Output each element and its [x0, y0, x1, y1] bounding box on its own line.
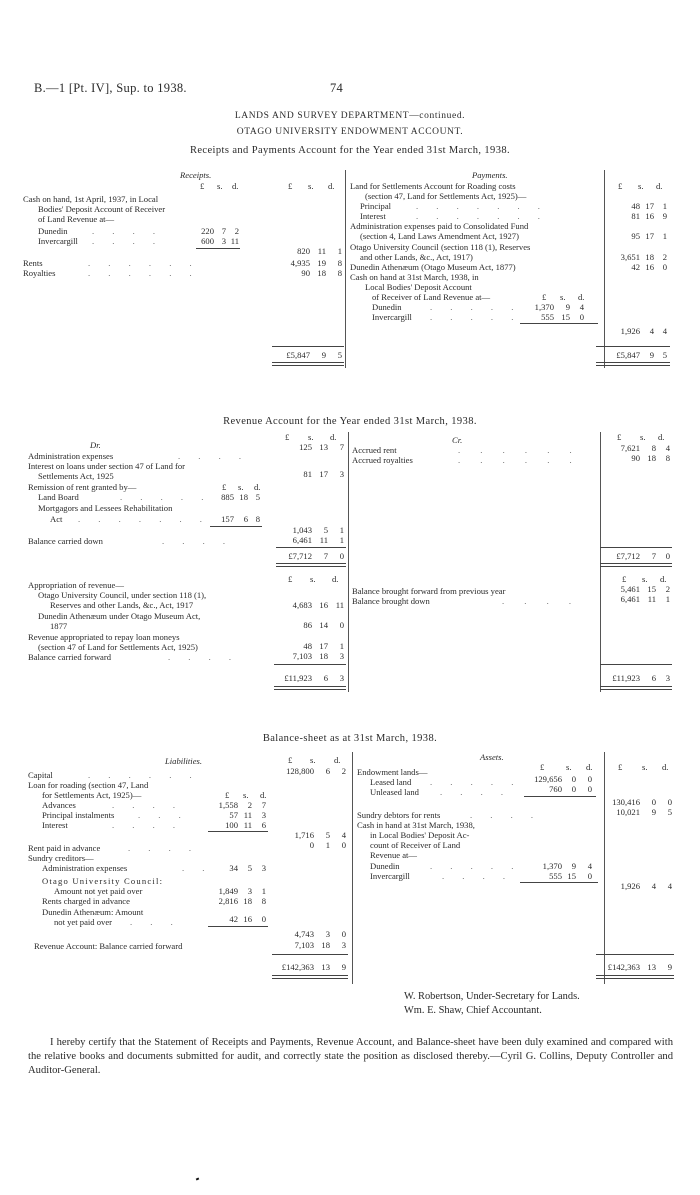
- revenue-account-title: Revenue Account for the Year ended 31st March, 1938.: [223, 416, 477, 427]
- receipts-cash-total-pence: 1: [337, 246, 342, 256]
- bs-council-shillings: 3: [247, 886, 252, 896]
- bs-admin-pounds: 34: [229, 863, 238, 873]
- assets-heading: Assets.: [480, 752, 504, 762]
- revenue-repay-pence: 1: [339, 641, 344, 651]
- revenue-total2-cr-pounds: £11,923: [612, 673, 640, 683]
- col-head-shillings: s.: [642, 574, 648, 584]
- receipts-rents-label: Rents: [23, 258, 43, 268]
- bs-total-assets-shillings: 13: [647, 962, 656, 972]
- bs-advances-shillings: 2: [247, 800, 252, 810]
- revenue-total2-pence: 3: [339, 673, 344, 683]
- revenue-accrued-royalties-label: Accrued royalties: [352, 455, 413, 465]
- bs-rent-advance-label: Rent paid in advance: [28, 843, 101, 853]
- revenue-mortgagors-label: Mortgagors and Lessees Rehabilitation: [38, 503, 173, 513]
- bs-loan-total-pounds: 1,716: [294, 830, 314, 840]
- col-head-shillings: s.: [308, 181, 314, 191]
- bs-athenaeum-label: not yet paid over: [54, 917, 112, 927]
- bs-dunedin-pence: 4: [587, 861, 592, 871]
- payments-principal-pounds: 48: [631, 201, 640, 211]
- receipts-cash-total-shillings: 11: [317, 246, 326, 256]
- payments-dunedin-label: Dunedin: [372, 302, 402, 312]
- bs-loan-label: for Settlements Act, 1925)—: [42, 790, 142, 800]
- revenue-mortgagors-shillings: 6: [243, 514, 248, 524]
- revenue-repay-shillings: 17: [319, 641, 328, 651]
- revenue-balance-fwd-pounds: 7,103: [292, 651, 312, 661]
- bs-unleased-pounds: 760: [549, 784, 562, 794]
- payments-athenaeum-pence: 0: [662, 262, 667, 272]
- bs-total-assets-pence: 9: [667, 962, 672, 972]
- payments-council-label: Otago University Council (section 118 (1), Reserves: [350, 242, 531, 252]
- revenue-brought-down-shillings: 11: [647, 594, 656, 604]
- revenue-appropriation-label: Appropriation of revenue—: [28, 580, 124, 590]
- bs-cash-total-pounds: 1,926: [620, 881, 640, 891]
- department-title: LANDS AND SURVEY DEPARTMENT—continued.: [234, 111, 466, 121]
- bs-dunedin-label: Dunedin: [370, 861, 400, 871]
- revenue-council-pounds: 4,683: [292, 600, 312, 610]
- payments-dunedin-pence: 4: [579, 302, 584, 312]
- revenue-balance-fwd-label: Balance carried forward: [28, 652, 112, 662]
- revenue-interest-label: Settlements Act, 1925: [38, 471, 114, 481]
- col-head-pence: d.: [254, 482, 261, 492]
- bs-principal-pence: 3: [261, 810, 266, 820]
- receipts-dunedin-pounds: 220: [201, 226, 214, 236]
- payments-settlement-label: Land for Settlements Account for Roading costs: [350, 181, 516, 191]
- bs-invercargill-label: Invercargill: [370, 871, 410, 881]
- bs-cash-label: Revenue at—: [370, 850, 418, 860]
- payments-cash-label: Local Bodies' Deposit Account: [365, 282, 472, 292]
- col-head-shillings: s.: [310, 755, 316, 765]
- payments-interest-label: Interest: [360, 211, 386, 221]
- receipts-cash-total-pounds: 820: [297, 246, 310, 256]
- bs-cash-total-shillings: 4: [651, 881, 656, 891]
- col-head-shillings: s.: [243, 790, 249, 800]
- receipts-dunedin-shillings: 7: [221, 226, 226, 236]
- payments-dunedin-pounds: 1,370: [534, 302, 554, 312]
- col-head-pounds: £: [200, 181, 205, 191]
- bs-total-liabilities-shillings: 13: [321, 962, 330, 972]
- payments-total-pounds: £5,847: [616, 350, 640, 360]
- col-head-pounds: £: [542, 292, 547, 302]
- receipts-invercargill-pounds: 600: [201, 236, 214, 246]
- col-head-pounds: £: [285, 432, 290, 442]
- receipts-royalties-shillings: 18: [317, 268, 326, 278]
- bs-unleased-label: Unleased land: [370, 787, 419, 797]
- bs-rent-advance-shillings: 1: [325, 840, 330, 850]
- bs-capital-pounds: 128,800: [286, 766, 314, 776]
- account-title: OTAGO UNIVERSITY ENDOWMENT ACCOUNT.: [236, 127, 464, 137]
- bs-total-assets-pounds: £142,363: [607, 962, 640, 972]
- revenue-brought-down-pounds: 6,461: [620, 594, 640, 604]
- revenue-athenaeum-label: 1877: [50, 621, 68, 631]
- bs-revenue-account-shillings: 18: [321, 940, 330, 950]
- revenue-land-board-label: Land Board: [38, 492, 79, 502]
- page-header-reference: B.—1 [Pt. IV], Sup. to 1938.: [34, 81, 187, 95]
- bs-debtors-shillings: 9: [651, 807, 656, 817]
- payments-principal-label: Principal: [360, 201, 392, 211]
- receipts-dunedin-label: Dunedin: [38, 226, 68, 236]
- payments-athenaeum-shillings: 16: [645, 262, 654, 272]
- receipts-heading: Receipts.: [180, 170, 212, 180]
- receipts-rents-shillings: 19: [317, 258, 326, 268]
- bs-sundry-total-shillings: 3: [325, 929, 330, 939]
- bs-invercargill-shillings: 15: [567, 871, 576, 881]
- bs-dunedin-shillings: 9: [571, 861, 576, 871]
- bs-leased-shillings: 0: [571, 774, 576, 784]
- revenue-council-label: Reserves and other Lands, &c., Act, 1917: [50, 600, 194, 610]
- col-head-pence: d.: [660, 574, 667, 584]
- revenue-council-pence: 11: [335, 600, 344, 610]
- bs-rents-charged-pence: 8: [261, 896, 266, 906]
- payments-cash-total-shillings: 4: [649, 326, 654, 336]
- bs-capital-label: Capital: [28, 770, 53, 780]
- payments-athenaeum-pounds: 42: [631, 262, 640, 272]
- col-head-pence: d.: [662, 762, 669, 772]
- revenue-remission-total-pounds: 1,043: [292, 525, 312, 535]
- bs-sundry-label: Sundry creditors—: [28, 853, 94, 863]
- col-head-shillings: s.: [642, 762, 648, 772]
- receipts-total-pounds: £5,847: [286, 350, 310, 360]
- col-head-pounds: £: [288, 574, 293, 584]
- col-head-pence: d.: [330, 432, 337, 442]
- payments-dunedin-shillings: 9: [565, 302, 570, 312]
- col-head-pence: d.: [328, 181, 335, 191]
- payments-cash-total-pence: 4: [662, 326, 667, 336]
- revenue-dr-heading: Dr.: [90, 440, 101, 450]
- col-head-pounds: £: [288, 755, 293, 765]
- bs-principal-shillings: 11: [243, 810, 252, 820]
- col-head-pounds: £: [222, 482, 227, 492]
- payments-council-shillings: 18: [645, 252, 654, 262]
- revenue-total2-cr-shillings: 6: [651, 673, 656, 683]
- col-head-pounds: £: [618, 181, 623, 191]
- receipts-payments-title: Receipts and Payments Account for the Year ended 31st March, 1938.: [189, 145, 511, 156]
- bs-leased-pounds: 129,656: [534, 774, 562, 784]
- signature-chief-accountant: Wm. E. Shaw, Chief Accountant.: [404, 1005, 542, 1016]
- bs-advances-pence: 7: [261, 800, 266, 810]
- revenue-total1-pounds: £7,712: [288, 551, 312, 561]
- receipts-cash-label: Bodies' Deposit Account of Receiver: [38, 204, 166, 214]
- payments-cash-label: of Receiver of Land Revenue at—: [372, 292, 491, 302]
- bs-interest-label: Interest: [42, 820, 68, 830]
- page-number: 74: [330, 81, 344, 95]
- revenue-athenaeum-pence: 0: [339, 620, 344, 630]
- col-head-pence: d.: [658, 432, 665, 442]
- payments-admin-shillings: 17: [645, 231, 654, 241]
- revenue-accrued-rent-pounds: 7,621: [620, 443, 640, 453]
- bs-athenaeum-pounds: 42: [229, 914, 238, 924]
- bs-invercargill-pounds: 555: [549, 871, 562, 881]
- receipts-royalties-pounds: 90: [301, 268, 310, 278]
- bs-loan-label: Loan for roading (section 47, Land: [28, 780, 149, 790]
- revenue-remission-label: Remission of rent granted by—: [28, 482, 137, 492]
- bs-revenue-account-pence: 3: [341, 940, 346, 950]
- bs-sundry-total-pounds: 4,743: [294, 929, 314, 939]
- col-head-shillings: s.: [638, 181, 644, 191]
- col-head-shillings: s.: [640, 432, 646, 442]
- revenue-land-board-shillings: 18: [239, 492, 248, 502]
- bs-leased-pence: 0: [587, 774, 592, 784]
- revenue-total1-cr-pounds: £7,712: [616, 551, 640, 561]
- payments-admin-label: Administration expenses paid to Consolidated Fund: [350, 221, 529, 231]
- receipts-dunedin-pence: 2: [234, 226, 239, 236]
- revenue-brought-prev-label: Balance brought forward from previous year: [352, 586, 506, 596]
- revenue-accrued-rent-pence: 4: [665, 443, 670, 453]
- bs-cash-total-pence: 4: [667, 881, 672, 891]
- col-head-pence: d.: [332, 574, 339, 584]
- liabilities-heading: Liabilities.: [165, 756, 203, 766]
- revenue-interest-label: Interest on loans under section 47 of Land for: [28, 461, 186, 471]
- revenue-brought-prev-shillings: 15: [647, 584, 656, 594]
- revenue-accrued-royalties-shillings: 18: [647, 453, 656, 463]
- bs-council-label: Otago University Council:: [42, 876, 164, 886]
- col-head-pounds: £: [618, 762, 623, 772]
- bs-interest-pounds: 100: [225, 820, 238, 830]
- bs-unleased-pence: 0: [587, 784, 592, 794]
- receipts-total-pence: 5: [337, 350, 342, 360]
- col-head-pounds: £: [622, 574, 627, 584]
- bs-capital-pence: 2: [341, 766, 346, 776]
- col-head-shillings: s.: [217, 181, 223, 191]
- revenue-total2-shillings: 6: [323, 673, 328, 683]
- bs-debtors-pounds: 10,021: [616, 807, 640, 817]
- revenue-accrued-rent-shillings: 8: [651, 443, 656, 453]
- revenue-brought-down-pence: 1: [665, 594, 670, 604]
- revenue-interest-pence: 3: [339, 469, 344, 479]
- revenue-total1-cr-pence: 0: [665, 551, 670, 561]
- payments-interest-shillings: 16: [645, 211, 654, 221]
- payments-total-pence: 5: [662, 350, 667, 360]
- payments-interest-pounds: 81: [631, 211, 640, 221]
- bs-advances-label: Advances: [42, 800, 76, 810]
- bs-endowment-label: Endowment lands—: [357, 767, 428, 777]
- bs-sundry-total-pence: 0: [341, 929, 346, 939]
- receipts-cash-label: of Land Revenue at—: [38, 214, 115, 224]
- col-head-shillings: s.: [560, 292, 566, 302]
- col-head-pence: d.: [260, 790, 267, 800]
- payments-cash-total-pounds: 1,926: [620, 326, 640, 336]
- receipts-rents-pence: 8: [337, 258, 342, 268]
- revenue-admin-pence: 7: [339, 442, 344, 452]
- revenue-land-board-pounds: 885: [221, 492, 234, 502]
- bs-loan-total-pence: 4: [341, 830, 346, 840]
- col-head-pence: d.: [334, 755, 341, 765]
- receipts-total-shillings: 9: [321, 350, 326, 360]
- revenue-interest-pounds: 81: [303, 469, 312, 479]
- revenue-total1-pence: 0: [339, 551, 344, 561]
- payments-admin-pence: 1: [662, 231, 667, 241]
- receipts-invercargill-label: Invercargill: [38, 236, 78, 246]
- bs-athenaeum-shillings: 16: [243, 914, 252, 924]
- payments-heading: Payments.: [472, 170, 508, 180]
- payments-cash-label: Cash on hand at 31st March, 1938, in: [350, 272, 479, 282]
- bs-council-label: Amount not yet paid over: [54, 886, 143, 896]
- bs-dunedin-pounds: 1,370: [542, 861, 562, 871]
- payments-total-shillings: 9: [649, 350, 654, 360]
- revenue-admin-label: Administration expenses: [28, 451, 114, 461]
- revenue-land-board-pence: 5: [255, 492, 260, 502]
- col-head-pence: d.: [578, 292, 585, 302]
- payments-interest-pence: 9: [662, 211, 667, 221]
- bs-capital-shillings: 6: [325, 766, 330, 776]
- revenue-admin-shillings: 13: [319, 442, 328, 452]
- col-head-pence: d.: [232, 181, 239, 191]
- bs-admin-shillings: 5: [247, 863, 252, 873]
- receipts-royalties-pence: 8: [337, 268, 342, 278]
- revenue-athenaeum-label: Dunedin Athenæum under Otago Museum Act,: [38, 611, 201, 621]
- revenue-balance-fwd-shillings: 18: [319, 651, 328, 661]
- revenue-council-shillings: 16: [319, 600, 328, 610]
- revenue-interest-shillings: 17: [319, 469, 328, 479]
- col-head-pounds: £: [288, 181, 293, 191]
- bs-rent-advance-pence: 0: [341, 840, 346, 850]
- payments-admin-label: (section 4, Land Laws Amendment Act, 1927): [360, 231, 519, 241]
- revenue-balance-down-label: Balance carried down: [28, 536, 103, 546]
- bs-endowment-total-pounds: 130,416: [612, 797, 640, 807]
- receipts-rents-pounds: 4,935: [290, 258, 310, 268]
- payments-admin-pounds: 95: [631, 231, 640, 241]
- bs-total-liabilities-pounds: £142,363: [281, 962, 314, 972]
- revenue-accrued-royalties-pounds: 90: [631, 453, 640, 463]
- revenue-total2-pounds: £11,923: [284, 673, 312, 683]
- bs-principal-label: Principal instalments: [42, 810, 115, 820]
- bs-loan-total-shillings: 5: [325, 830, 330, 840]
- bs-invercargill-pence: 0: [587, 871, 592, 881]
- receipts-invercargill-shillings: 3: [221, 236, 226, 246]
- bs-rents-charged-label: Rents charged in advance: [42, 896, 130, 906]
- col-head-shillings: s.: [308, 432, 314, 442]
- payments-athenaeum-label: Dunedin Athenæum (Otago Museum Act, 1877): [350, 262, 516, 272]
- revenue-brought-prev-pence: 2: [665, 584, 670, 594]
- bs-leased-label: Leased land: [370, 777, 412, 787]
- revenue-balance-fwd-pence: 3: [339, 651, 344, 661]
- receipts-royalties-label: Royalties: [23, 268, 56, 278]
- bs-rents-charged-shillings: 18: [243, 896, 252, 906]
- signature-under-secretary: W. Robertson, Under-Secretary for Lands.: [404, 991, 580, 1002]
- bs-principal-pounds: 57: [229, 810, 238, 820]
- payments-invercargill-label: Invercargill: [372, 312, 412, 322]
- bs-rents-charged-pounds: 2,816: [218, 896, 238, 906]
- payments-invercargill-pence: 0: [579, 312, 584, 322]
- revenue-total1-shillings: 7: [323, 551, 328, 561]
- bs-athenaeum-pence: 0: [261, 914, 266, 924]
- revenue-balance-down-pence: 1: [339, 535, 344, 545]
- revenue-council-label: Otago University Council, under section 118 (1),: [38, 590, 207, 600]
- bs-revenue-account-pounds: 7,103: [294, 940, 314, 950]
- col-head-pence: d.: [656, 181, 663, 191]
- audit-certificate: I hereby certify that the Statement of Receipts and Payments, Revenue Account, and Balance-sheet have been duly examined and compared with the relative books and documents submitted for audit, and correctly state the position as disclosed thereby.—Cyril G. Collins, Deputy Controller and Auditor-General.: [28, 1037, 673, 1076]
- col-head-pounds: £: [225, 790, 230, 800]
- revenue-brought-down-label: Balance brought down: [352, 596, 430, 606]
- payments-council-pounds: 3,651: [620, 252, 640, 262]
- receipts-cash-label: Cash on hand, 1st April, 1937, in Local: [23, 194, 159, 204]
- bs-cash-label: count of Receiver of Land: [370, 840, 461, 850]
- col-head-pounds: £: [617, 432, 622, 442]
- bs-revenue-account-label: Revenue Account: Balance carried forward: [34, 941, 183, 951]
- revenue-admin-pounds: 125: [299, 442, 312, 452]
- bs-cash-label: in Local Bodies' Deposit Ac-: [370, 830, 470, 840]
- revenue-total2-cr-pence: 3: [665, 673, 670, 683]
- bs-interest-shillings: 11: [243, 820, 252, 830]
- payments-settlement-label: (section 47, Land for Settlements Act, 1925)—: [365, 191, 527, 201]
- bs-admin-pence: 3: [261, 863, 266, 873]
- bs-council-pence: 1: [261, 886, 266, 896]
- col-head-shillings: s.: [310, 574, 316, 584]
- revenue-accrued-rent-label: Accrued rent: [352, 445, 397, 455]
- bs-interest-pence: 6: [261, 820, 266, 830]
- bs-debtors-label: Sundry debtors for rents: [357, 810, 441, 820]
- revenue-balance-down-pounds: 6,461: [292, 535, 312, 545]
- col-head-pence: d.: [586, 762, 593, 772]
- balance-sheet-title: Balance-sheet as at 31st March, 1938.: [262, 733, 438, 744]
- revenue-repay-label: (section 47 of Land for Settlements Act, 1925): [38, 642, 198, 652]
- payments-principal-shillings: 17: [645, 201, 654, 211]
- bs-rent-advance-pounds: 0: [309, 840, 314, 850]
- bs-endowment-total-shillings: 0: [651, 797, 656, 807]
- payments-invercargill-shillings: 15: [561, 312, 570, 322]
- col-head-shillings: s.: [238, 482, 244, 492]
- payments-principal-pence: 1: [662, 201, 667, 211]
- payments-invercargill-pounds: 555: [541, 312, 554, 322]
- revenue-repay-pounds: 48: [303, 641, 312, 651]
- bs-endowment-total-pence: 0: [667, 797, 672, 807]
- revenue-athenaeum-pounds: 86: [303, 620, 312, 630]
- revenue-athenaeum-shillings: 14: [319, 620, 328, 630]
- bs-cash-label: Cash in hand at 31st March, 1938,: [357, 820, 475, 830]
- col-head-shillings: s.: [566, 762, 572, 772]
- revenue-remission-total-shillings: 5: [323, 525, 328, 535]
- revenue-brought-prev-pounds: 5,461: [620, 584, 640, 594]
- bs-unleased-shillings: 0: [571, 784, 576, 794]
- col-head-pounds: £: [540, 762, 545, 772]
- revenue-mortgagors-pence: 8: [255, 514, 260, 524]
- bs-advances-pounds: 1,558: [218, 800, 238, 810]
- bs-admin-label: Administration expenses: [42, 863, 128, 873]
- bs-debtors-pence: 5: [667, 807, 672, 817]
- revenue-total1-cr-shillings: 7: [651, 551, 656, 561]
- bs-council-pounds: 1,849: [218, 886, 238, 896]
- revenue-balance-down-shillings: 11: [319, 535, 328, 545]
- bs-athenaeum-label: Dunedin Athenæum: Amount: [42, 907, 144, 917]
- revenue-remission-total-pence: 1: [339, 525, 344, 535]
- revenue-repay-label: Revenue appropriated to repay loan moneys: [28, 632, 180, 642]
- revenue-mortgagors-label: Act: [50, 514, 63, 524]
- bs-total-liabilities-pence: 9: [341, 962, 346, 972]
- payments-council-pence: 2: [662, 252, 667, 262]
- revenue-mortgagors-pounds: 157: [221, 514, 234, 524]
- revenue-accrued-royalties-pence: 8: [665, 453, 670, 463]
- payments-council-label: and other Lands, &c., Act, 1917): [360, 252, 473, 262]
- receipts-invercargill-pence: 11: [230, 236, 239, 246]
- revenue-cr-heading: Cr.: [452, 435, 463, 445]
